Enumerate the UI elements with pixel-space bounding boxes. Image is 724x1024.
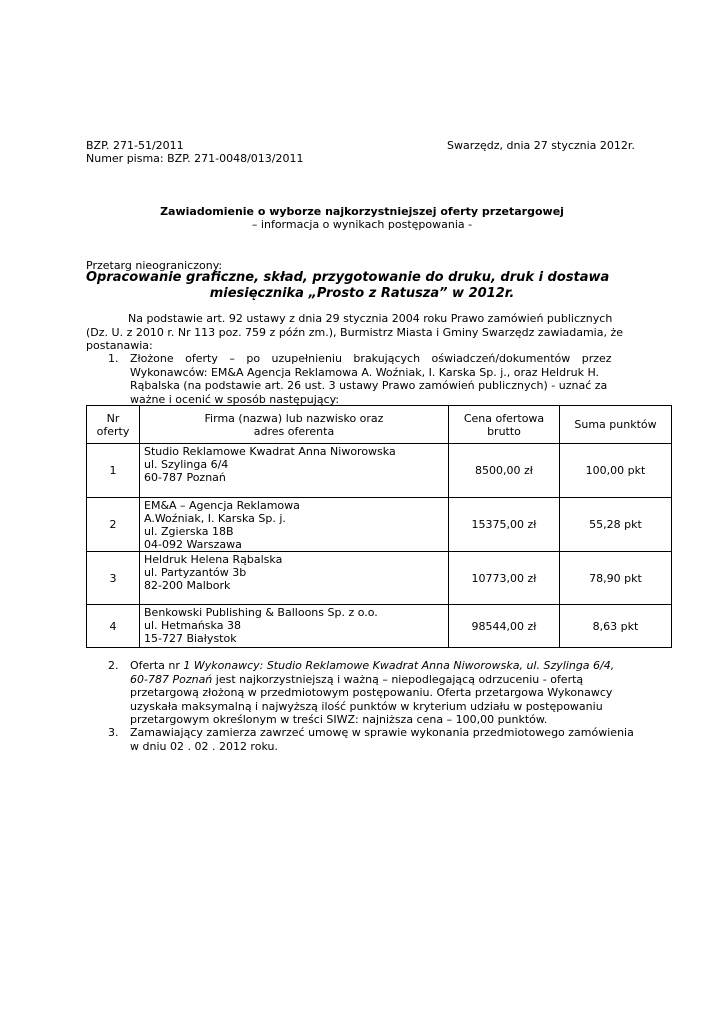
row-nr: 1 (87, 444, 140, 498)
point3-line2: w dniu 02 . 02 . 2012 roku. (130, 739, 278, 753)
table-row (87, 552, 672, 605)
table-header-row (87, 406, 672, 444)
point1-line4: ważne i ocenić w sposób następujący: (130, 392, 340, 406)
point2-number: 2. (108, 659, 119, 672)
row-firm: EM&A – Agencja Reklamowa A.Woźniak, I. Karska Sp. j. ul. Zgierska 18B 04-092 Warszawa (140, 498, 449, 552)
letter-number: Numer pisma: BZP. 271-0048/013/2011 (86, 152, 304, 165)
tender-subject-text1: Opracowanie graficzne, skład, przygotowanie do druku, druk i dostawa (86, 270, 610, 285)
row-points: 55,28 pkt (560, 498, 672, 552)
offers-table (86, 405, 672, 648)
point1-number: 1. (108, 352, 119, 365)
point1-paragraph (130, 352, 638, 406)
point2-line4: uzyskała maksymalną i najwyższą ilość punktów w kryterium udziału w postępowaniu (130, 699, 603, 713)
row-price: 98544,00 zł (449, 605, 560, 648)
point3-line1: Zamawiający zamierza zawrzeć umowę w sprawie wykonania przedmiotowego zamówienia (130, 726, 634, 739)
row-firm: Studio Reklamowe Kwadrat Anna Niworowska ul. Szylinga 6/4 60-787 Poznań (140, 444, 449, 498)
place-date: Swarzędz, dnia 27 stycznia 2012r. (447, 139, 635, 152)
row-firm: Heldruk Helena Rąbalska ul. Partyzantów 3b 82-200 Malbork (140, 552, 449, 605)
row-points: 8,63 pkt (560, 605, 672, 648)
point1-line1: Złożone oferty – po uzupełnieniu brakujących oświadczeń/dokumentów przez (130, 352, 612, 365)
tender-type: Przetarg nieograniczony: (86, 259, 223, 272)
point1-line3: Rąbalska (na podstawie art. 26 ust. 3 ustawy Prawo zamówień publicznych) - uznać za (130, 379, 608, 392)
intro-line2: (Dz. U. z 2010 r. Nr 113 poz. 759 z późn zm.), Burmistrz Miasta i Gminy Swarzędz zawiadamia, że (86, 325, 624, 339)
row-nr: 2 (87, 498, 140, 552)
header-nr: Nr oferty (87, 406, 140, 444)
table-row (87, 444, 672, 498)
document-subtitle: – informacja o wynikach postępowania - (251, 218, 473, 231)
point2-line5: przetargowym określonym w treści SIWZ: najniższa cena – 100,00 punktów. (130, 713, 548, 726)
point2-paragraph (130, 659, 638, 727)
row-firm: Benkowski Publishing & Balloons Sp. z o.o. ul. Hetmańska 38 15-727 Białystok (140, 605, 449, 648)
row-points: 100,00 pkt (560, 444, 672, 498)
point1-line2: Wykonawców: EM&A Agencja Reklamowa A. Woźniak, I. Karska Sp. j., oraz Heldruk H. (130, 365, 600, 379)
row-nr: 3 (87, 552, 140, 605)
row-price: 15375,00 zł (449, 498, 560, 552)
point2-line1: Oferta nr 1 Wykonawcy: Studio Reklamowe Kwadrat Anna Niworowska, ul. Szylinga 6/4, (130, 659, 615, 672)
header-firm: Firma (nazwa) lub nazwisko oraz adres oferenta (140, 406, 449, 444)
row-nr: 4 (87, 605, 140, 648)
intro-line3: postanawia: (86, 339, 153, 352)
intro-line1: Na podstawie art. 92 ustawy z dnia 29 stycznia 2004 roku Prawo zamówień publicznych (128, 312, 613, 325)
reference-number: BZP. 271-51/2011 (86, 139, 184, 152)
point3-number: 3. (108, 726, 119, 739)
tender-subject-line2: miesięcznika „Prosto z Ratusza” w 2012r. (209, 286, 515, 301)
point3-paragraph (130, 726, 638, 753)
document-title: Zawiadomienie o wyborze najkorzystniejszej oferty przetargowej (160, 205, 564, 218)
point2-line2: 60-787 Poznań jest najkorzystniejszą i ważną – niepodlegającą odrzuceniu - ofertą (130, 672, 584, 686)
header-points: Suma punktów (560, 406, 672, 444)
table-row (87, 498, 672, 552)
row-price: 10773,00 zł (449, 552, 560, 605)
row-price: 8500,00 zł (449, 444, 560, 498)
intro-paragraph (86, 312, 638, 353)
tender-subject-line1 (86, 270, 638, 286)
header-price: Cena ofertowa brutto (449, 406, 560, 444)
point2-line3: przetargową złożoną w przedmiotowym postępowaniu. Oferta przetargowa Wykonawcy (130, 686, 613, 699)
table-row (87, 605, 672, 648)
row-points: 78,90 pkt (560, 552, 672, 605)
